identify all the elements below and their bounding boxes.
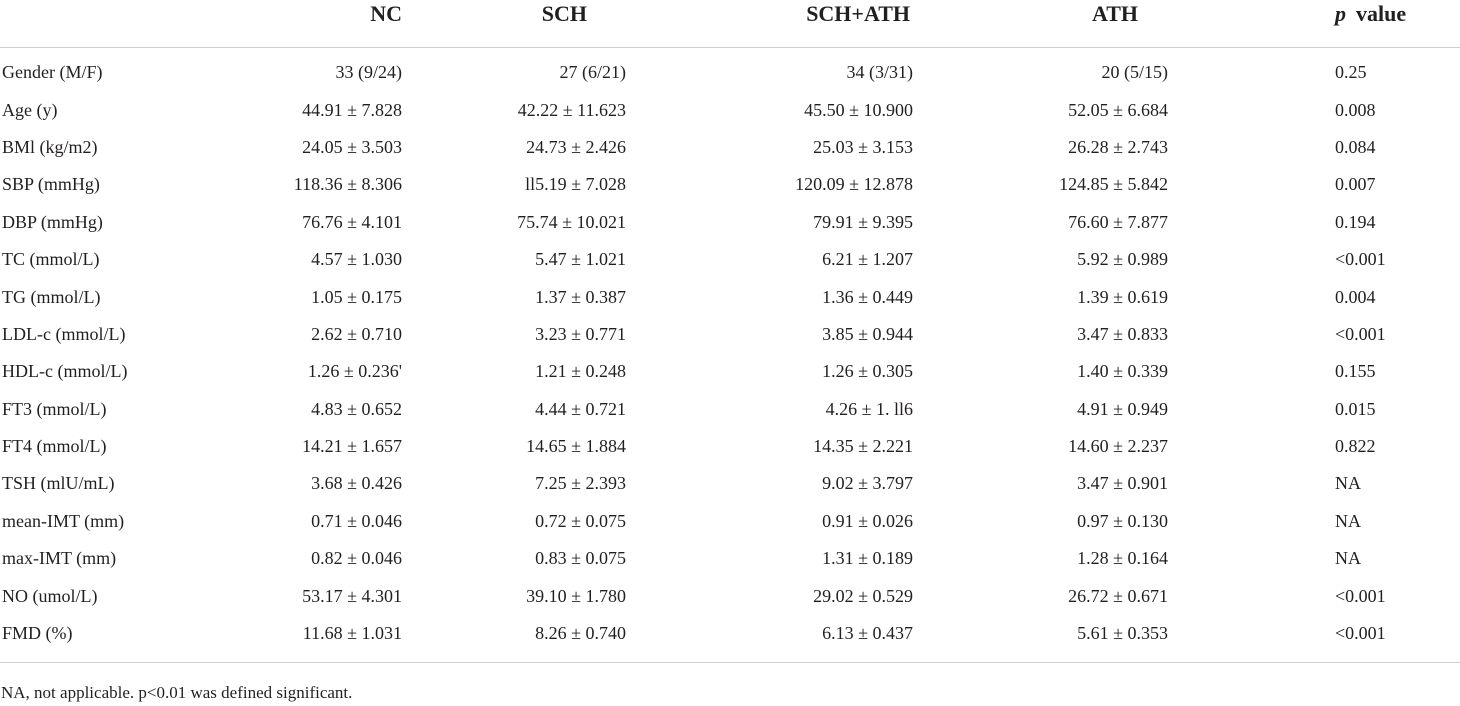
cell-ath: 5.92 ± 0.989 [1077,249,1168,270]
cell-ath: 26.28 ± 2.743 [1068,136,1168,157]
cell-p-value: 0.004 [1335,286,1376,307]
cell-p-value: 0.155 [1335,361,1376,382]
row-label: TSH (mlU/mL) [2,473,115,494]
table-row [0,577,1460,614]
cell-nc: 44.91 ± 7.828 [302,99,402,120]
row-label: Gender (M/F) [2,62,103,83]
header-sch: SCH [402,0,684,48]
table-row [0,278,1460,315]
cell-sch-ath: 45.50 ± 10.900 [804,99,913,120]
row-label: TC (mmol/L) [2,249,100,270]
cell-p-value: 0.007 [1335,174,1376,195]
cell-nc: 33 (9/24) [335,62,402,83]
cell-sch: 1.21 ± 0.248 [535,361,626,382]
header-label [0,0,262,48]
row-label: DBP (mmHg) [2,211,103,232]
cell-sch: 1.37 ± 0.387 [535,286,626,307]
row-label: FT3 (mmol/L) [2,398,107,419]
header-p-italic: p [1335,1,1346,26]
cell-ath: 20 (5/15) [1101,62,1168,83]
cell-sch: 14.65 ± 1.884 [526,436,626,457]
cell-sch-ath: 1.26 ± 0.305 [822,361,913,382]
cell-nc: 4.57 ± 1.030 [311,249,402,270]
cell-sch-ath: 0.91 ± 0.026 [822,510,913,531]
cell-ath: 5.61 ± 0.353 [950,615,1228,663]
cell-p-value: 0.015 [1335,398,1376,419]
header-sch-ath: SCH+ATH [684,0,950,48]
cell-nc: 0.82 ± 0.046 [311,548,402,569]
cell-nc: 11.68 ± 1.031 [262,615,402,663]
row-label: BMl (kg/m2) [2,136,98,157]
cell-sch: 0.83 ± 0.075 [535,548,626,569]
cell-sch: 0.72 ± 0.075 [535,510,626,531]
cell-sch-ath: 34 (3/31) [846,62,913,83]
table-row [0,353,1460,390]
cell-ath: 0.97 ± 0.130 [1077,510,1168,531]
cell-ath: 14.60 ± 2.237 [1068,436,1168,457]
cell-p-value: 0.194 [1335,211,1376,232]
row-label: LDL-c (mmol/L) [2,323,126,344]
row-label: FMD (%) [0,615,262,663]
cell-ath: 1.39 ± 0.619 [1077,286,1168,307]
cell-sch-ath: 3.85 ± 0.944 [822,323,913,344]
cell-sch-ath: 25.03 ± 3.153 [813,136,913,157]
cell-nc: 24.05 ± 3.503 [302,136,402,157]
header-row [0,0,1460,48]
cell-p-value: NA [1335,548,1361,569]
table-row [0,241,1460,278]
header-p-rest: value [1356,1,1407,26]
cell-ath: 124.85 ± 5.842 [1059,174,1168,195]
table-body [0,48,1460,663]
table-row [0,91,1460,128]
table-row [0,428,1460,465]
header-ath: ATH [950,0,1228,48]
row-label: mean-IMT (mm) [2,510,125,531]
cell-ath: 52.05 ± 6.684 [1068,99,1168,120]
cell-sch-ath: 120.09 ± 12.878 [795,174,913,195]
cell-sch: 3.23 ± 0.771 [535,323,626,344]
cell-ath: 4.91 ± 0.949 [1077,398,1168,419]
row-label: SBP (mmHg) [2,174,100,195]
cell-sch: 24.73 ± 2.426 [526,136,626,157]
cell-ath: 3.47 ± 0.901 [1077,473,1168,494]
table-row [0,129,1460,166]
cell-sch-ath: 6.21 ± 1.207 [822,249,913,270]
row-label: max-IMT (mm) [2,548,117,569]
table-row [0,615,1460,663]
header-p-value [1228,0,1460,48]
cell-p-value: NA [1335,473,1361,494]
table-footnote: NA, not applicable. p<0.01 was defined significant. [1,683,353,702]
cell-ath: 3.47 ± 0.833 [1077,323,1168,344]
cell-ath: 76.60 ± 7.877 [1068,211,1168,232]
cell-sch: 75.74 ± 10.021 [517,211,626,232]
table-row [0,204,1460,241]
cell-sch-ath: 1.31 ± 0.189 [822,548,913,569]
header-nc: NC [262,0,402,48]
table-row [0,465,1460,502]
cell-p-value: NA [1335,510,1361,531]
cell-p-value: 0.822 [1335,436,1376,457]
cell-nc: 118.36 ± 8.306 [293,174,402,195]
table-row [0,166,1460,203]
table-row [0,503,1460,540]
cell-sch-ath: 29.02 ± 0.529 [813,585,913,606]
table-row [0,391,1460,428]
cell-nc: 76.76 ± 4.101 [302,211,402,232]
cell-sch: ll5.19 ± 7.028 [525,174,626,195]
cell-sch: 7.25 ± 2.393 [535,473,626,494]
table-row [0,316,1460,353]
cell-p-value: 0.084 [1335,136,1376,157]
cell-nc: 1.26 ± 0.236' [307,361,402,382]
cell-sch: 4.44 ± 0.721 [535,398,626,419]
cell-nc: 4.83 ± 0.652 [311,398,402,419]
row-label: TG (mmol/L) [2,286,101,307]
cell-sch-ath: 14.35 ± 2.221 [813,436,913,457]
cell-ath: 1.40 ± 0.339 [1077,361,1168,382]
table-row [0,540,1460,577]
row-label: Age (y) [2,99,58,120]
cell-nc: 3.68 ± 0.426 [311,473,402,494]
cell-sch: 39.10 ± 1.780 [526,585,626,606]
row-label: FT4 (mmol/L) [2,436,107,457]
cell-p-value: <0.001 [1335,585,1386,606]
cell-sch: 42.22 ± 11.623 [517,99,626,120]
cell-p-value: <0.001 [1335,323,1386,344]
cell-p-value: 0.25 [1335,62,1367,83]
cell-nc: 1.05 ± 0.175 [311,286,402,307]
cell-sch-ath: 1.36 ± 0.449 [822,286,913,307]
cell-p-value: 0.008 [1335,99,1376,120]
cell-p-value: <0.001 [1335,249,1386,270]
cell-sch-ath: 4.26 ± 1. ll6 [825,398,913,419]
cell-nc: 2.62 ± 0.710 [311,323,402,344]
cell-sch: 5.47 ± 1.021 [535,249,626,270]
cell-sch: 27 (6/21) [559,62,626,83]
cell-ath: 26.72 ± 0.671 [1068,585,1168,606]
row-label: NO (umol/L) [2,585,98,606]
cell-sch: 8.26 ± 0.740 [402,615,684,663]
cell-nc: 0.71 ± 0.046 [311,510,402,531]
row-label: HDL-c (mmol/L) [2,361,128,382]
cell-p-value: <0.001 [1228,615,1460,663]
cell-sch-ath: 79.91 ± 9.395 [813,211,913,232]
cell-nc: 14.21 ± 1.657 [302,436,402,457]
cell-ath: 1.28 ± 0.164 [1077,548,1168,569]
table-header [0,0,1460,48]
table-row [0,48,1460,92]
cell-nc: 53.17 ± 4.301 [302,585,402,606]
cell-sch-ath: 9.02 ± 3.797 [822,473,913,494]
cell-sch-ath: 6.13 ± 0.437 [684,615,950,663]
